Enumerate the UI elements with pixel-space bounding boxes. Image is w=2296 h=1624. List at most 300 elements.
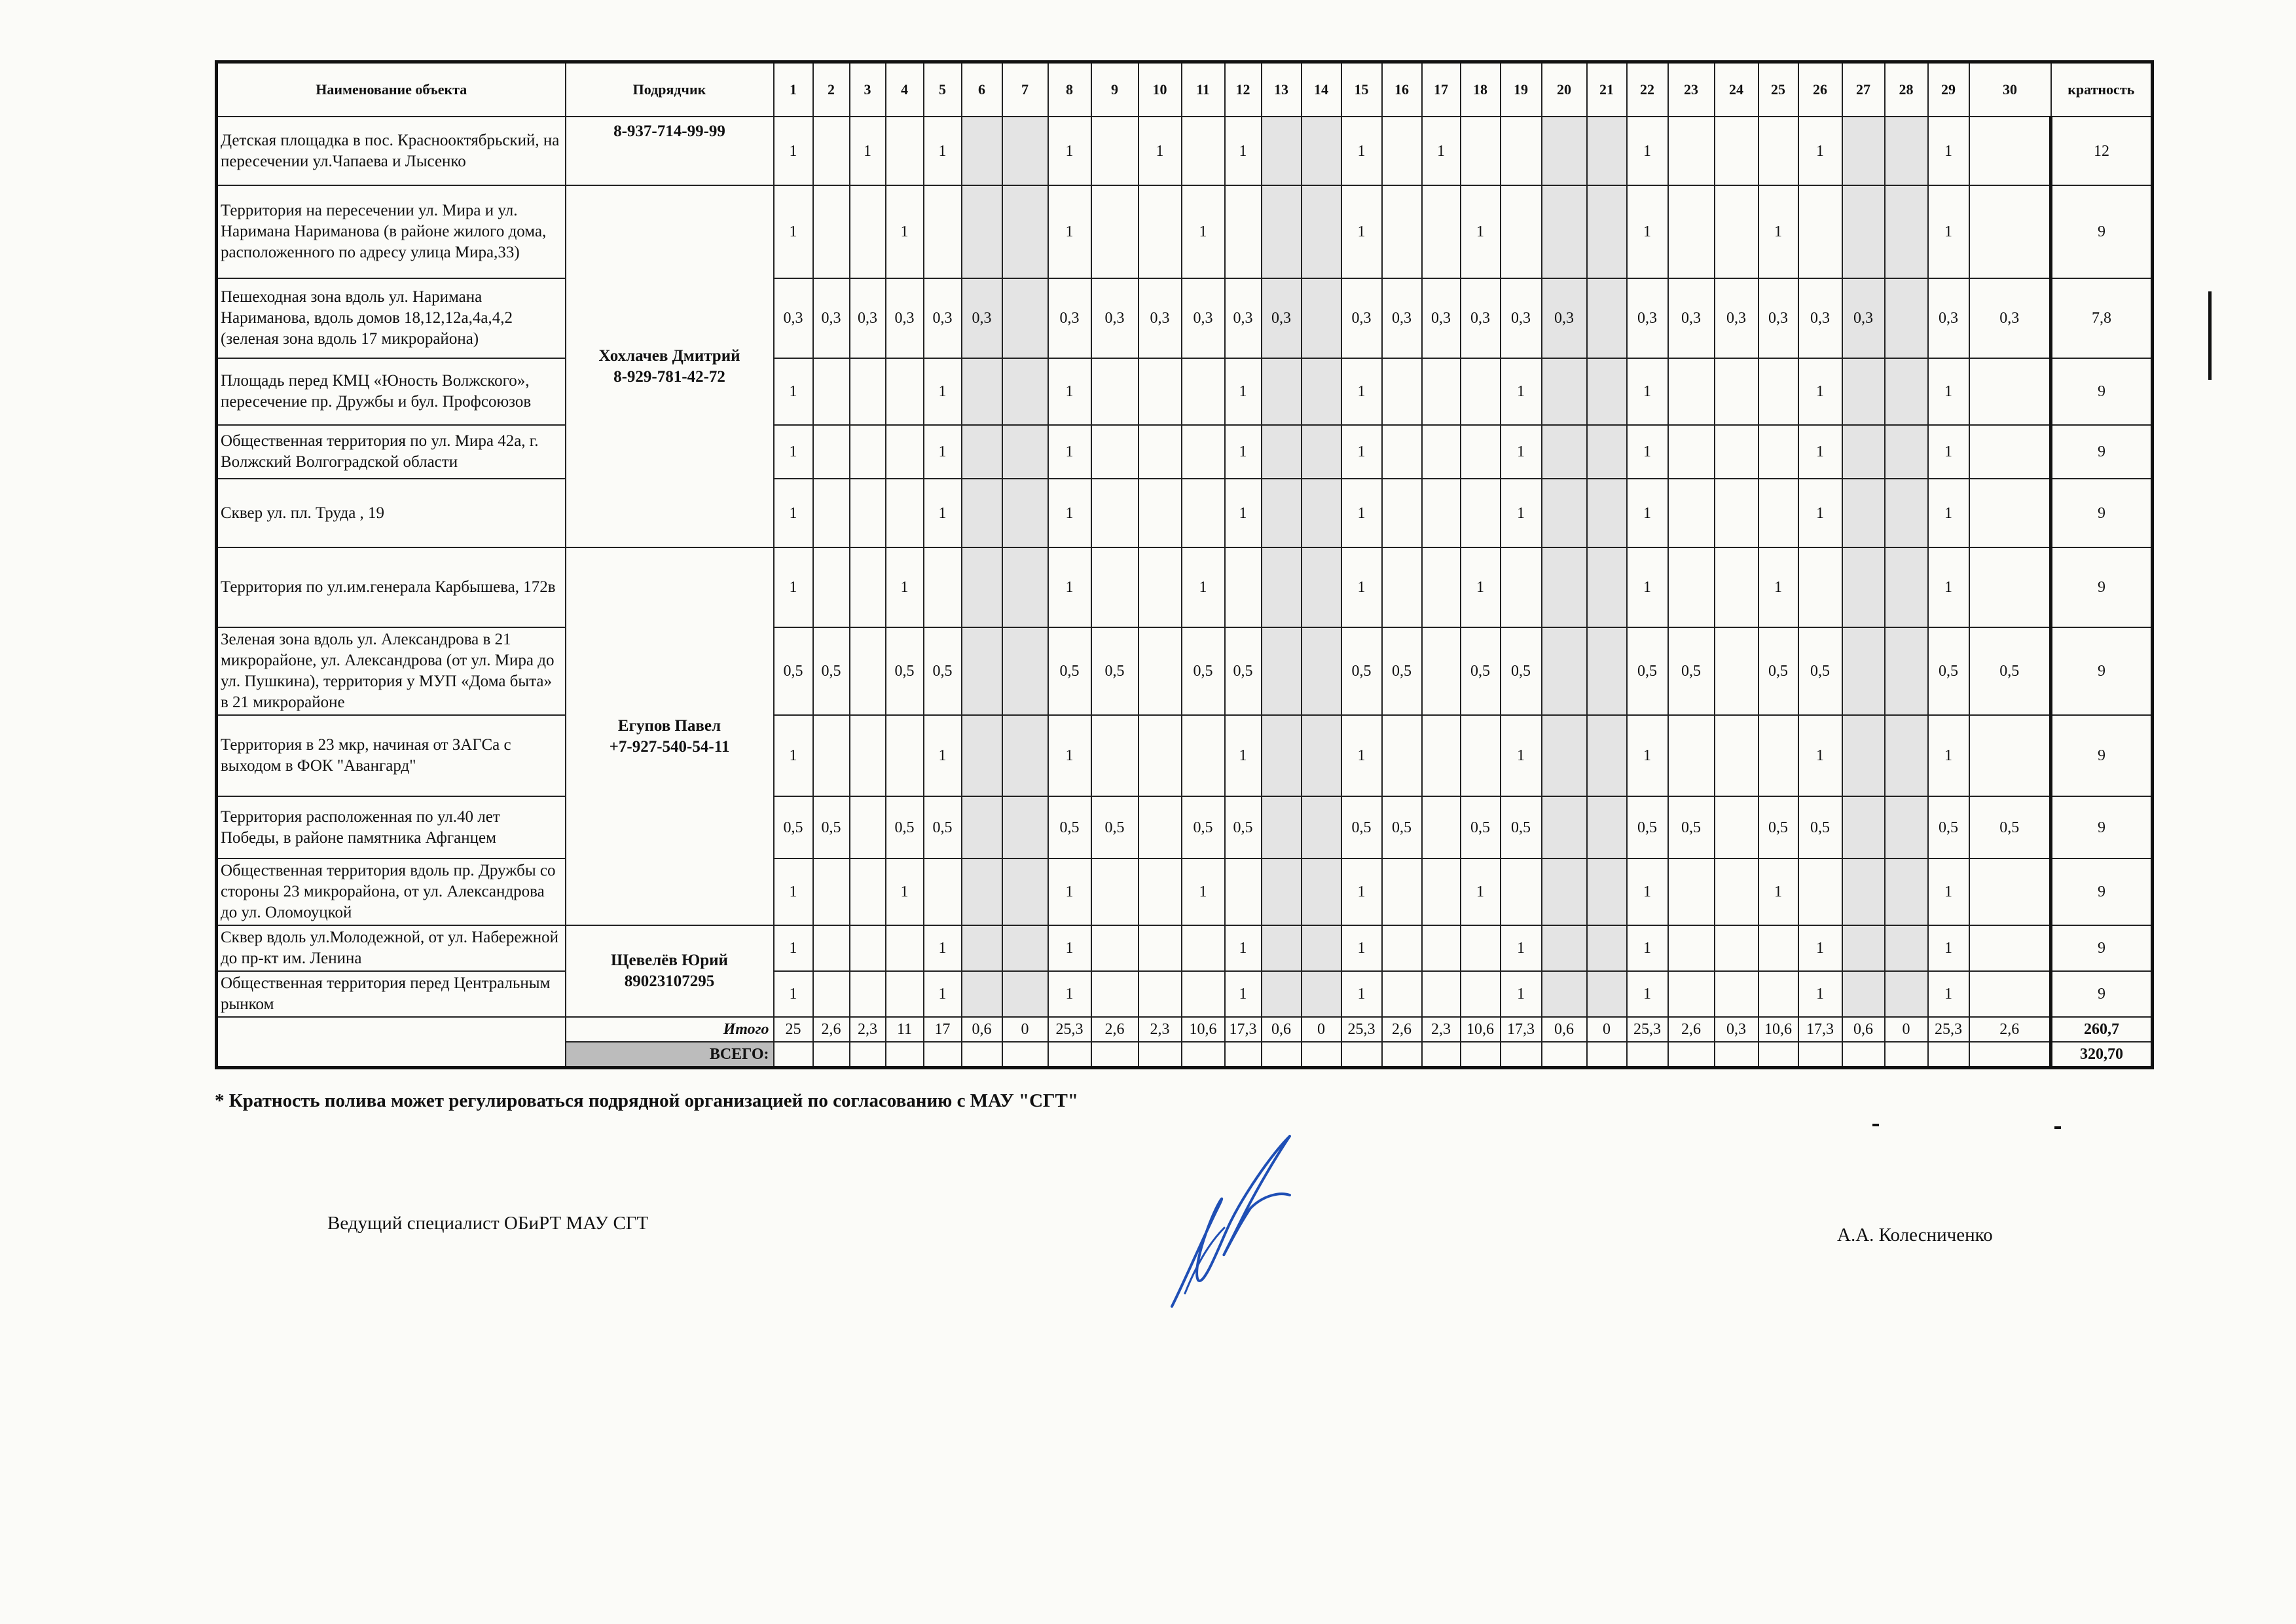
day-cell: 1 xyxy=(924,715,962,796)
day-cell xyxy=(886,425,924,479)
day-cell xyxy=(962,858,1002,925)
day-cell xyxy=(1842,358,1885,425)
grand-empty-cell xyxy=(850,1042,886,1068)
day-cell: 1 xyxy=(774,925,813,971)
grand-empty-cell xyxy=(1542,1042,1587,1068)
day-cell: 1 xyxy=(1627,117,1668,185)
day-cell: 0,5 xyxy=(1048,796,1091,858)
total-cell: 2,6 xyxy=(1091,1017,1139,1042)
grand-empty-cell xyxy=(1587,1042,1627,1068)
day-cell xyxy=(1002,117,1048,185)
day-cell: 1 xyxy=(1758,185,1798,278)
day-cell xyxy=(1461,425,1501,479)
day-cell xyxy=(1542,971,1587,1017)
header-contractor: Подрядчик xyxy=(566,62,774,117)
day-cell xyxy=(962,358,1002,425)
day-cell: 1 xyxy=(1798,358,1842,425)
day-cell xyxy=(1969,925,2051,971)
day-cell xyxy=(962,547,1002,627)
day-cell: 1 xyxy=(1182,547,1225,627)
day-cell: 1 xyxy=(1798,117,1842,185)
day-cell xyxy=(1542,925,1587,971)
day-cell: 1 xyxy=(1341,547,1382,627)
total-cell: 17,3 xyxy=(1501,1017,1542,1042)
totals-row xyxy=(217,1017,2153,1042)
day-cell: 1 xyxy=(1048,425,1091,479)
day-cell: 1 xyxy=(774,479,813,547)
header-total: кратность xyxy=(2051,62,2153,117)
day-cell: 1 xyxy=(1048,858,1091,925)
total-cell: 0,3 xyxy=(1715,1017,1758,1042)
day-cell xyxy=(1668,358,1715,425)
day-cell: 0,5 xyxy=(1225,796,1262,858)
day-cell xyxy=(813,715,850,796)
day-cell xyxy=(1302,425,1341,479)
total-cell: 0 xyxy=(1885,1017,1928,1042)
contractor-line: 8-937-714-99-99 xyxy=(613,122,725,140)
day-cell xyxy=(1758,715,1798,796)
total-cell: 0,6 xyxy=(962,1017,1002,1042)
day-cell: 0,5 xyxy=(1627,796,1668,858)
header-day: 12 xyxy=(1225,62,1262,117)
day-cell: 1 xyxy=(1225,479,1262,547)
day-cell xyxy=(850,479,886,547)
day-cell xyxy=(1715,796,1758,858)
object-name: Общественная территория вдоль пр. Дружбы со стороны 23 микрорайона, от ул. Александрова до ул. Оломоуцкой xyxy=(217,858,566,925)
day-cell xyxy=(1587,425,1627,479)
day-cell xyxy=(1715,925,1758,971)
day-cell: 0,5 xyxy=(774,796,813,858)
table-row xyxy=(217,547,2153,627)
day-cell xyxy=(850,547,886,627)
contractor-line: Хохлачев Дмитрий xyxy=(598,346,740,365)
day-cell xyxy=(1668,858,1715,925)
scan-dash xyxy=(1872,1124,1879,1126)
day-cell: 0,5 xyxy=(1969,627,2051,715)
day-cell: 0,5 xyxy=(1182,796,1225,858)
total-cell: 2,6 xyxy=(1382,1017,1422,1042)
day-cell: 0,5 xyxy=(1225,627,1262,715)
day-cell xyxy=(1225,185,1262,278)
grand-empty-cell xyxy=(1928,1042,1969,1068)
day-cell: 1 xyxy=(1798,925,1842,971)
day-cell: 1 xyxy=(1798,971,1842,1017)
day-cell: 0,5 xyxy=(1758,627,1798,715)
row-total: 7,8 xyxy=(2051,278,2153,358)
day-cell xyxy=(1542,117,1587,185)
day-cell xyxy=(1885,547,1928,627)
day-cell: 1 xyxy=(1048,479,1091,547)
day-cell xyxy=(1139,479,1182,547)
day-cell: 0,3 xyxy=(962,278,1002,358)
total-cell: 0 xyxy=(1002,1017,1048,1042)
watering-schedule-table xyxy=(215,60,2154,1069)
day-cell xyxy=(1969,117,2051,185)
day-cell: 1 xyxy=(1928,185,1969,278)
header-day: 9 xyxy=(1091,62,1139,117)
day-cell xyxy=(1461,358,1501,425)
day-cell xyxy=(1885,358,1928,425)
totals-label: Итого xyxy=(566,1017,774,1042)
header-day: 17 xyxy=(1422,62,1461,117)
day-cell: 1 xyxy=(1928,971,1969,1017)
day-cell xyxy=(1091,479,1139,547)
day-cell xyxy=(1758,971,1798,1017)
day-cell xyxy=(1542,627,1587,715)
day-cell: 0,5 xyxy=(1501,627,1542,715)
grand-empty-cell xyxy=(886,1042,924,1068)
day-cell xyxy=(1422,358,1461,425)
day-cell: 1 xyxy=(1182,185,1225,278)
row-total: 9 xyxy=(2051,627,2153,715)
total-cell: 17,3 xyxy=(1798,1017,1842,1042)
day-cell xyxy=(1302,547,1341,627)
grand-empty-cell xyxy=(1262,1042,1302,1068)
day-cell xyxy=(1587,479,1627,547)
day-cell xyxy=(1262,796,1302,858)
object-name: Площадь перед КМЦ «Юность Волжского», пересечение пр. Дружбы и бул. Профсоюзов xyxy=(217,358,566,425)
day-cell: 1 xyxy=(886,858,924,925)
day-cell xyxy=(1758,358,1798,425)
day-cell: 1 xyxy=(1341,971,1382,1017)
day-cell xyxy=(850,858,886,925)
day-cell xyxy=(1302,925,1341,971)
day-cell xyxy=(1715,858,1758,925)
day-cell xyxy=(1302,479,1341,547)
day-cell xyxy=(813,479,850,547)
day-cell: 1 xyxy=(1758,547,1798,627)
day-cell xyxy=(1139,715,1182,796)
day-cell xyxy=(1969,971,2051,1017)
object-name: Сквер вдоль ул.Молодежной, от ул. Набережной до пр-кт им. Ленина xyxy=(217,925,566,971)
day-cell: 1 xyxy=(774,858,813,925)
header-day: 21 xyxy=(1587,62,1627,117)
day-cell: 1 xyxy=(1422,117,1461,185)
header-day: 25 xyxy=(1758,62,1798,117)
day-cell xyxy=(1091,117,1139,185)
day-cell xyxy=(1842,715,1885,796)
day-cell: 1 xyxy=(1048,547,1091,627)
day-cell: 1 xyxy=(1341,425,1382,479)
day-cell: 0,3 xyxy=(1225,278,1262,358)
day-cell xyxy=(1668,715,1715,796)
day-cell xyxy=(1002,547,1048,627)
day-cell xyxy=(1885,185,1928,278)
day-cell xyxy=(1715,547,1758,627)
day-cell xyxy=(1002,278,1048,358)
day-cell xyxy=(1262,358,1302,425)
day-cell xyxy=(1302,796,1341,858)
day-cell: 0,5 xyxy=(924,796,962,858)
day-cell xyxy=(1422,627,1461,715)
header-day: 28 xyxy=(1885,62,1928,117)
day-cell: 1 xyxy=(1627,358,1668,425)
day-cell xyxy=(1002,425,1048,479)
day-cell xyxy=(850,358,886,425)
day-cell: 1 xyxy=(774,715,813,796)
header-day: 6 xyxy=(962,62,1002,117)
grand-empty-cell xyxy=(1422,1042,1461,1068)
footer-role: Ведущий специалист ОБиРТ МАУ СГТ xyxy=(327,1213,649,1234)
day-cell: 1 xyxy=(1048,715,1091,796)
grand-empty-cell xyxy=(1341,1042,1382,1068)
day-cell: 1 xyxy=(1341,715,1382,796)
grand-empty-cell xyxy=(1842,1042,1885,1068)
day-cell: 1 xyxy=(774,117,813,185)
object-name: Общественная территория перед Центральным рынком xyxy=(217,971,566,1017)
day-cell xyxy=(1461,479,1501,547)
day-cell xyxy=(1842,925,1885,971)
day-cell xyxy=(1302,971,1341,1017)
day-cell: 1 xyxy=(1139,117,1182,185)
day-cell xyxy=(962,715,1002,796)
day-cell xyxy=(850,627,886,715)
day-cell xyxy=(850,971,886,1017)
day-cell: 0,5 xyxy=(1048,627,1091,715)
grand-total-label: ВСЕГО: xyxy=(566,1042,774,1068)
day-cell xyxy=(1002,796,1048,858)
day-cell: 1 xyxy=(1461,858,1501,925)
day-cell xyxy=(1715,185,1758,278)
day-cell xyxy=(886,358,924,425)
grand-empty-cell xyxy=(1302,1042,1341,1068)
header-row xyxy=(217,62,2153,117)
grand-empty-cell xyxy=(1182,1042,1225,1068)
day-cell: 0,5 xyxy=(1758,796,1798,858)
day-cell: 0,3 xyxy=(1969,278,2051,358)
day-cell xyxy=(1798,185,1842,278)
day-cell xyxy=(850,185,886,278)
day-cell xyxy=(1262,715,1302,796)
day-cell xyxy=(1715,117,1758,185)
grand-empty-cell xyxy=(1668,1042,1715,1068)
grand-empty-cell xyxy=(1461,1042,1501,1068)
day-cell xyxy=(1715,425,1758,479)
header-day: 19 xyxy=(1501,62,1542,117)
day-cell: 1 xyxy=(774,547,813,627)
day-cell: 0,5 xyxy=(1928,796,1969,858)
day-cell xyxy=(1302,358,1341,425)
scan-dash xyxy=(2054,1126,2061,1129)
grand-empty-cell xyxy=(1225,1042,1262,1068)
contractor-line: 89023107295 xyxy=(624,972,715,990)
header-day: 18 xyxy=(1461,62,1501,117)
day-cell: 1 xyxy=(1048,925,1091,971)
day-cell xyxy=(1091,358,1139,425)
contractor-line: 8-929-781-42-72 xyxy=(613,367,725,386)
day-cell: 0,5 xyxy=(1091,796,1139,858)
total-cell: 2,3 xyxy=(1139,1017,1182,1042)
day-cell: 1 xyxy=(774,358,813,425)
day-cell: 1 xyxy=(1928,425,1969,479)
day-cell xyxy=(1382,117,1422,185)
day-cell: 0,5 xyxy=(1382,627,1422,715)
day-cell xyxy=(1091,925,1139,971)
day-cell xyxy=(1842,971,1885,1017)
row-total: 12 xyxy=(2051,117,2153,185)
day-cell xyxy=(1842,425,1885,479)
total-cell: 11 xyxy=(886,1017,924,1042)
day-cell: 1 xyxy=(1501,358,1542,425)
day-cell: 0,3 xyxy=(1627,278,1668,358)
day-cell xyxy=(850,715,886,796)
day-cell xyxy=(1422,715,1461,796)
grand-empty-cell xyxy=(1758,1042,1798,1068)
day-cell xyxy=(1382,185,1422,278)
day-cell: 1 xyxy=(1928,479,1969,547)
header-object: Наименование объекта xyxy=(217,62,566,117)
day-cell xyxy=(1842,479,1885,547)
day-cell: 0,3 xyxy=(1182,278,1225,358)
day-cell: 0,5 xyxy=(1501,796,1542,858)
day-cell xyxy=(1587,627,1627,715)
day-cell: 1 xyxy=(1048,358,1091,425)
day-cell xyxy=(1587,358,1627,425)
day-cell xyxy=(1842,627,1885,715)
contractor-phone xyxy=(566,117,774,185)
day-cell xyxy=(962,971,1002,1017)
day-cell: 0,5 xyxy=(1668,627,1715,715)
day-cell xyxy=(1461,117,1501,185)
day-cell xyxy=(813,358,850,425)
row-total: 9 xyxy=(2051,796,2153,858)
day-cell: 1 xyxy=(774,425,813,479)
day-cell xyxy=(1182,925,1225,971)
day-cell: 0,3 xyxy=(1422,278,1461,358)
day-cell: 0,3 xyxy=(1048,278,1091,358)
grand-total-value: 320,70 xyxy=(2051,1042,2153,1068)
day-cell xyxy=(1842,547,1885,627)
header-day: 8 xyxy=(1048,62,1091,117)
header-day: 22 xyxy=(1627,62,1668,117)
day-cell xyxy=(1002,971,1048,1017)
day-cell xyxy=(1182,479,1225,547)
day-cell: 0,3 xyxy=(813,278,850,358)
note-text: * Кратность полива может регулироваться подрядной организацией по согласованию с МАУ "СГТ" xyxy=(215,1090,1078,1111)
day-cell: 1 xyxy=(774,185,813,278)
day-cell: 1 xyxy=(1048,117,1091,185)
day-cell xyxy=(1798,547,1842,627)
day-cell: 0,5 xyxy=(1969,796,2051,858)
total-cell: 10,6 xyxy=(1182,1017,1225,1042)
day-cell: 1 xyxy=(1501,971,1542,1017)
row-total: 9 xyxy=(2051,858,2153,925)
contractor-line: +7-927-540-54-11 xyxy=(609,737,730,756)
total-cell: 0,6 xyxy=(1542,1017,1587,1042)
total-cell: 2,6 xyxy=(1969,1017,2051,1042)
day-cell xyxy=(962,796,1002,858)
row-total: 9 xyxy=(2051,715,2153,796)
day-cell xyxy=(1668,925,1715,971)
day-cell: 0,5 xyxy=(1461,627,1501,715)
day-cell xyxy=(1091,547,1139,627)
day-cell xyxy=(1139,627,1182,715)
day-cell xyxy=(1542,858,1587,925)
day-cell: 0,3 xyxy=(1382,278,1422,358)
day-cell xyxy=(886,479,924,547)
day-cell xyxy=(1501,547,1542,627)
day-cell xyxy=(1422,479,1461,547)
header-day: 29 xyxy=(1928,62,1969,117)
day-cell xyxy=(1262,971,1302,1017)
day-cell xyxy=(1715,715,1758,796)
header-day: 20 xyxy=(1542,62,1587,117)
day-cell: 1 xyxy=(886,547,924,627)
day-cell: 1 xyxy=(1341,185,1382,278)
day-cell xyxy=(1382,479,1422,547)
grand-empty-cell xyxy=(962,1042,1002,1068)
day-cell xyxy=(1542,185,1587,278)
total-cell: 0 xyxy=(1302,1017,1341,1042)
day-cell xyxy=(813,971,850,1017)
day-cell xyxy=(1262,547,1302,627)
day-cell xyxy=(1091,185,1139,278)
grand-empty-cell xyxy=(813,1042,850,1068)
day-cell: 1 xyxy=(924,925,962,971)
footer-signer: А.А. Колесниченко xyxy=(1837,1225,1993,1246)
day-cell xyxy=(813,547,850,627)
table-row xyxy=(217,796,2153,858)
object-name: Зеленая зона вдоль ул. Александрова в 21 микрорайоне, ул. Александрова (от ул. Мира до ул. Пушкина), территория у МУП «Дома быта» в 21 микрорайоне xyxy=(217,627,566,715)
day-cell xyxy=(1002,858,1048,925)
day-cell: 1 xyxy=(1501,715,1542,796)
total-cell: 25,3 xyxy=(1928,1017,1969,1042)
total-cell: 10,6 xyxy=(1758,1017,1798,1042)
table-row xyxy=(217,479,2153,547)
day-cell xyxy=(1501,117,1542,185)
signature-image xyxy=(1159,1130,1303,1320)
table-row xyxy=(217,627,2153,715)
day-cell: 0,3 xyxy=(1542,278,1587,358)
day-cell xyxy=(1969,479,2051,547)
day-cell xyxy=(813,117,850,185)
day-cell xyxy=(1587,925,1627,971)
day-cell xyxy=(813,185,850,278)
header-day: 23 xyxy=(1668,62,1715,117)
day-cell xyxy=(1225,858,1262,925)
day-cell xyxy=(1262,479,1302,547)
day-cell: 0,5 xyxy=(1627,627,1668,715)
day-cell xyxy=(1969,425,2051,479)
header-day: 24 xyxy=(1715,62,1758,117)
day-cell xyxy=(1842,117,1885,185)
day-cell xyxy=(962,117,1002,185)
grand-empty-cell xyxy=(1969,1042,2051,1068)
day-cell xyxy=(1091,425,1139,479)
day-cell: 1 xyxy=(1461,185,1501,278)
day-cell xyxy=(1262,185,1302,278)
table-row xyxy=(217,425,2153,479)
day-cell xyxy=(1885,858,1928,925)
day-cell: 1 xyxy=(1758,858,1798,925)
day-cell xyxy=(1542,479,1587,547)
day-cell xyxy=(1262,627,1302,715)
object-name: Детская площадка в пос. Краснооктябрьский, на пересечении ул.Чапаева и Лысенко xyxy=(217,117,566,185)
day-cell xyxy=(1262,858,1302,925)
day-cell xyxy=(1587,185,1627,278)
day-cell: 1 xyxy=(1627,479,1668,547)
day-cell: 0,3 xyxy=(1341,278,1382,358)
day-cell: 0,5 xyxy=(1461,796,1501,858)
day-cell: 1 xyxy=(1225,358,1262,425)
grand-empty-cell xyxy=(1091,1042,1139,1068)
day-cell xyxy=(1091,858,1139,925)
day-cell xyxy=(1842,858,1885,925)
day-cell: 0,5 xyxy=(1382,796,1422,858)
row-total: 9 xyxy=(2051,425,2153,479)
grand-empty-cell xyxy=(1382,1042,1422,1068)
day-cell: 1 xyxy=(1341,858,1382,925)
